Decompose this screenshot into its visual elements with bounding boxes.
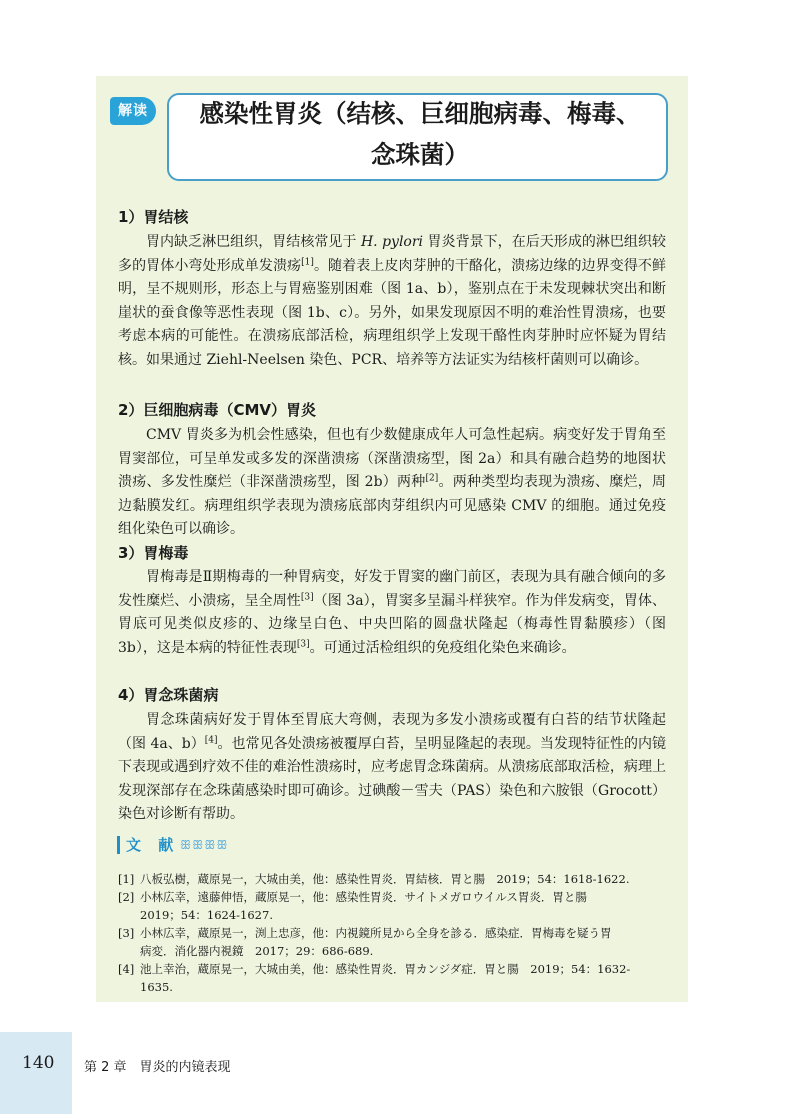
- title-line-1: 感染性胃炎（结核、巨细胞病毒、梅毒、: [199, 99, 641, 128]
- reference-number: [3]: [118, 926, 135, 940]
- text-run: 胃内缺乏淋巴组织，胃结核常见于: [146, 234, 361, 250]
- title-line-2: 念珠菌）: [371, 140, 469, 169]
- section-body-tuberculosis: [118, 231, 666, 372]
- reference-text: 小林広幸，蔵原晃一，渕上忠彦，他：内視鏡所見から全身を診る．感染症．胃梅毒を疑う胃: [140, 926, 612, 940]
- section-body-cmv: [118, 424, 666, 542]
- reference-text: 池上幸治，蔵原晃一，大城由美，他：感染性胃炎．胃カンジダ症．胃と腸 2019；54：1632-: [140, 962, 631, 976]
- page-title: [180, 93, 660, 175]
- text-run: 胃念珠菌病好发于胃体至胃底大弯侧，表现为多发小溃疡或覆有白苔的结节状隆起（图 4a、b）: [118, 712, 666, 752]
- section-heading-cmv: 2）巨细胞病毒（CMV）胃炎: [118, 401, 316, 419]
- text-run: （图 3a），胃窦多呈漏斗样狭窄。作为伴发病变，胃体、胃底可见类似皮疹的、边缘呈白色、中央凹陷的圆盘状隆起（梅毒性胃黏膜疹）（图 3b），这是本病的特征性表现: [118, 592, 667, 656]
- text-run: 。也常见各处溃疡被覆厚白苔，呈明显隆起的表现。当发现特征性的内镜下表现或遇到疗效不佳的难治性溃疡时，应考虑胃念珠菌病。从溃疡底部取活检，病理上发现深部存在念珠菌感染时即可确诊。过碘酸－雪夫（PAS）染色和六胺银（Grocott）染色对诊断有帮助。: [118, 735, 667, 822]
- text-run: 。可通过活检组织的免疫组化染色来确诊。: [309, 639, 576, 656]
- references-title: 文 献: [117, 836, 179, 854]
- section-body-syphilis: [118, 566, 666, 660]
- section-heading-candidiasis: 4）胃念珠菌病: [118, 686, 219, 704]
- section-heading-syphilis: 3）胃梅毒: [118, 544, 189, 562]
- reference-number: [4]: [118, 962, 135, 976]
- text-run: 胃炎背景下，在后天形成的淋巴组织较多的胃体小弯处形成单发溃疡: [118, 234, 666, 274]
- text-run: 胃梅毒是Ⅱ期梅毒的一种胃病变，好发于胃窦的幽门前区，表现为具有融合倾向的多发性糜烂、小溃疡，呈全周性: [118, 569, 666, 609]
- text-run: 。随着表上皮肉芽肿的干酪化，溃疡边缘的边界变得不鲜明，呈不规则形，形态上与胃癌鉴别困难（图 1a、b），鉴别点在于未发现棘状突出和断崖状的蚕食像等恶性表现（图 1b、c）。另外，如果发现原因不明的难治性胃溃疡，也要考虑本病的可能性。在溃疡底部活检，病理组织学上发现干酪性肉芽肿时应怀疑为胃结核。如果通过 Ziehl-Neelsen 染色、PCR、培养等方法证实为结核杆菌则可以确诊。: [118, 257, 667, 368]
- reference-text-cont: 病変．消化器内視鏡 2017；29：686-689.: [140, 944, 374, 958]
- reference-text: 八板弘樹，蔵原晃一，大城由美，他：感染性胃炎．胃結核．胃と腸 2019；54：1618-1622.: [140, 872, 630, 886]
- text-run: 。两种类型均表现为溃疡、糜烂，周边黏膜发红。病理组织学表现为溃疡底部肉芽组织内可见感染 CMV 的细胞。通过免疫组化染色可以确诊。: [118, 474, 666, 537]
- citation: [3]: [296, 638, 310, 649]
- section-body-candidiasis: [118, 709, 666, 827]
- citation: [1]: [301, 256, 314, 267]
- citation: [4]: [204, 734, 218, 745]
- page-number: 140: [22, 1053, 55, 1073]
- reference-number: [2]: [118, 890, 135, 904]
- reference-item: [118, 870, 670, 888]
- reference-text-cont: 2019；54：1624-1627.: [140, 908, 273, 922]
- section-heading-tuberculosis: 1）胃结核: [118, 208, 189, 226]
- reference-item: [118, 888, 670, 924]
- interpretation-badge: 解读: [110, 97, 156, 125]
- citation: [2]: [425, 473, 439, 484]
- italic-term: H. pylori: [360, 234, 424, 250]
- chapter-title: 第 2 章 胃炎的内镜表现: [84, 1060, 231, 1075]
- text-run: CMV 胃炎多为机会性感染，但也有少数健康成年人可急性起病。病变好发于胃角至胃窦部位，可呈单发或多发的深凿溃疡（深凿溃疡型，图 2a）和具有融合趋势的地图状溃疡、多发性糜烂（非深凿溃疡型，图 2b）两种: [118, 427, 666, 490]
- references-ornament: ꕥꕥꕥꕥ: [180, 838, 229, 852]
- reference-text: 小林広幸，遠藤伸悟，蔵原晃一，他：感染性胃炎．サイトメガロウイルス胃炎．胃と腸: [140, 890, 599, 904]
- reference-text-cont: 1635.: [140, 980, 173, 994]
- footer-page-tab: [0, 1032, 72, 1114]
- reference-number: [1]: [118, 872, 135, 886]
- citation: [3]: [300, 591, 314, 602]
- reference-item: [118, 960, 670, 996]
- reference-item: [118, 924, 670, 960]
